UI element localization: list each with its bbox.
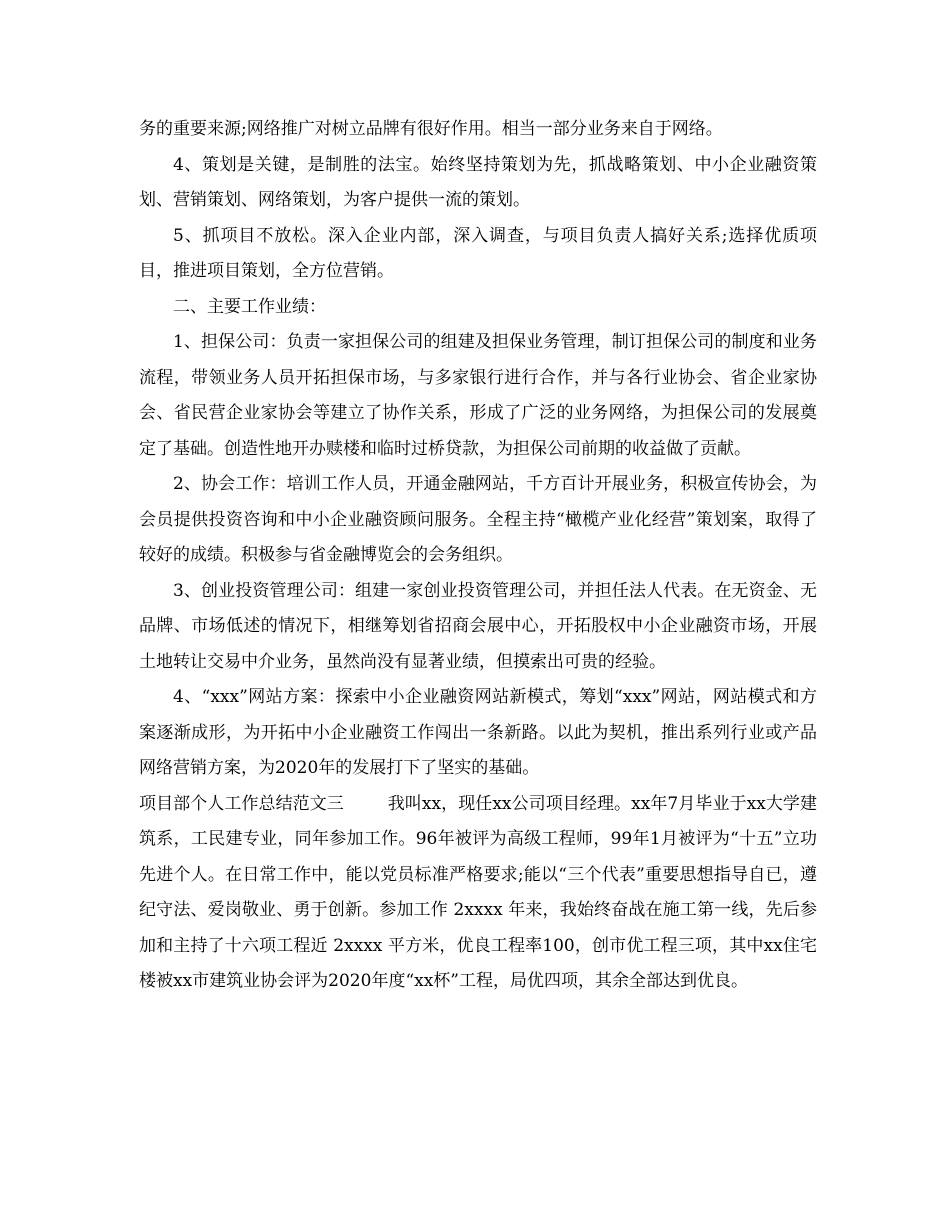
final-section <box>139 787 817 1000</box>
paragraph-1: 务的重要来源;网络推广对树立品牌有很好作用。相当一部分业务来自于网络。 <box>139 119 723 139</box>
final-section-heading: 项目部个人工作总结范文三 <box>139 793 344 814</box>
paragraph-2: 4、策划是关键，是制胜的法宝。始终坚持策划为先，抓战略策划、中小企业融资策划、营销策划、网络策划，为客户提供一流的策划。 <box>139 154 817 210</box>
paragraph-6: 2、协会工作：培训工作人员，开通金融网站，千方百计开展业务，积极宣传协会，为会员提供投资咨询和中小企业融资顾问服务。全程主持“橄榄产业化经营”策划案，取得了较好的成绩。积极参与省金融博览会的会务组织。 <box>139 474 817 565</box>
document-body <box>139 112 817 1000</box>
paragraph-7: 3、创业投资管理公司：组建一家创业投资管理公司，并担任法人代表。在无资金、无品牌、市场低述的情况下，相继筹划省招商会展中心，开拓股权中小企业融资市场，开展土地转让交易中介业务，虽然尚没有显著业绩，但摸索出可贵的经验。 <box>139 580 817 672</box>
final-section-text: 我叫xx，现任xx公司项目经理。xx年7月毕业于xx大学建筑系，工民建专业，同年参加工作。96年被评为高级工程师，99年1月被评为“十五”立功先进个人。在日常工作中，能以党员标准严格要求;能以“三个代表”重要思想指导自已，遵纪守法、爱岗敬业、勇于创新。参加工作 2xxxx 年来，我始终奋战在施工第一线，先后参加和主持了十六项工程近 2xxxx 平方米，优良工程率100，创市优工程三项，其中xx住宅楼被xx市建筑业协会评为2020年度“xx杯”工程，局优四项，其余全部达到优良。 <box>139 793 818 991</box>
section-heading-achievements: 二、主要工作业绩： <box>173 296 326 317</box>
paragraph-5: 1、担保公司：负责一家担保公司的组建及担保业务管理，制订担保公司的制度和业务流程，带领业务人员开拓担保市场，与多家银行进行合作，并与各行业协会、省企业家协会、省民营企业家协会等建立了协作关系，形成了广泛的业务网络，为担保公司的发展奠定了基础。创造性地开办赎楼和临时过桥贷款，为担保公司前期的收益做了贡献。 <box>139 332 817 459</box>
paragraph-8: 4、“xxx”网站方案：探索中小企业融资网站新模式，筹划“xxx”网站，网站模式和方案逐渐成形，为开拓中小企业融资工作闯出一条新路。以此为契机，推出系列行业或产品网络营销方案，为2020年的发展打下了坚实的基础。 <box>139 687 817 778</box>
paragraph-3: 5、抓项目不放松。深入企业内部，深入调查，与项目负责人搞好关系;选择优质项目，推进项目策划，全方位营销。 <box>139 225 817 281</box>
